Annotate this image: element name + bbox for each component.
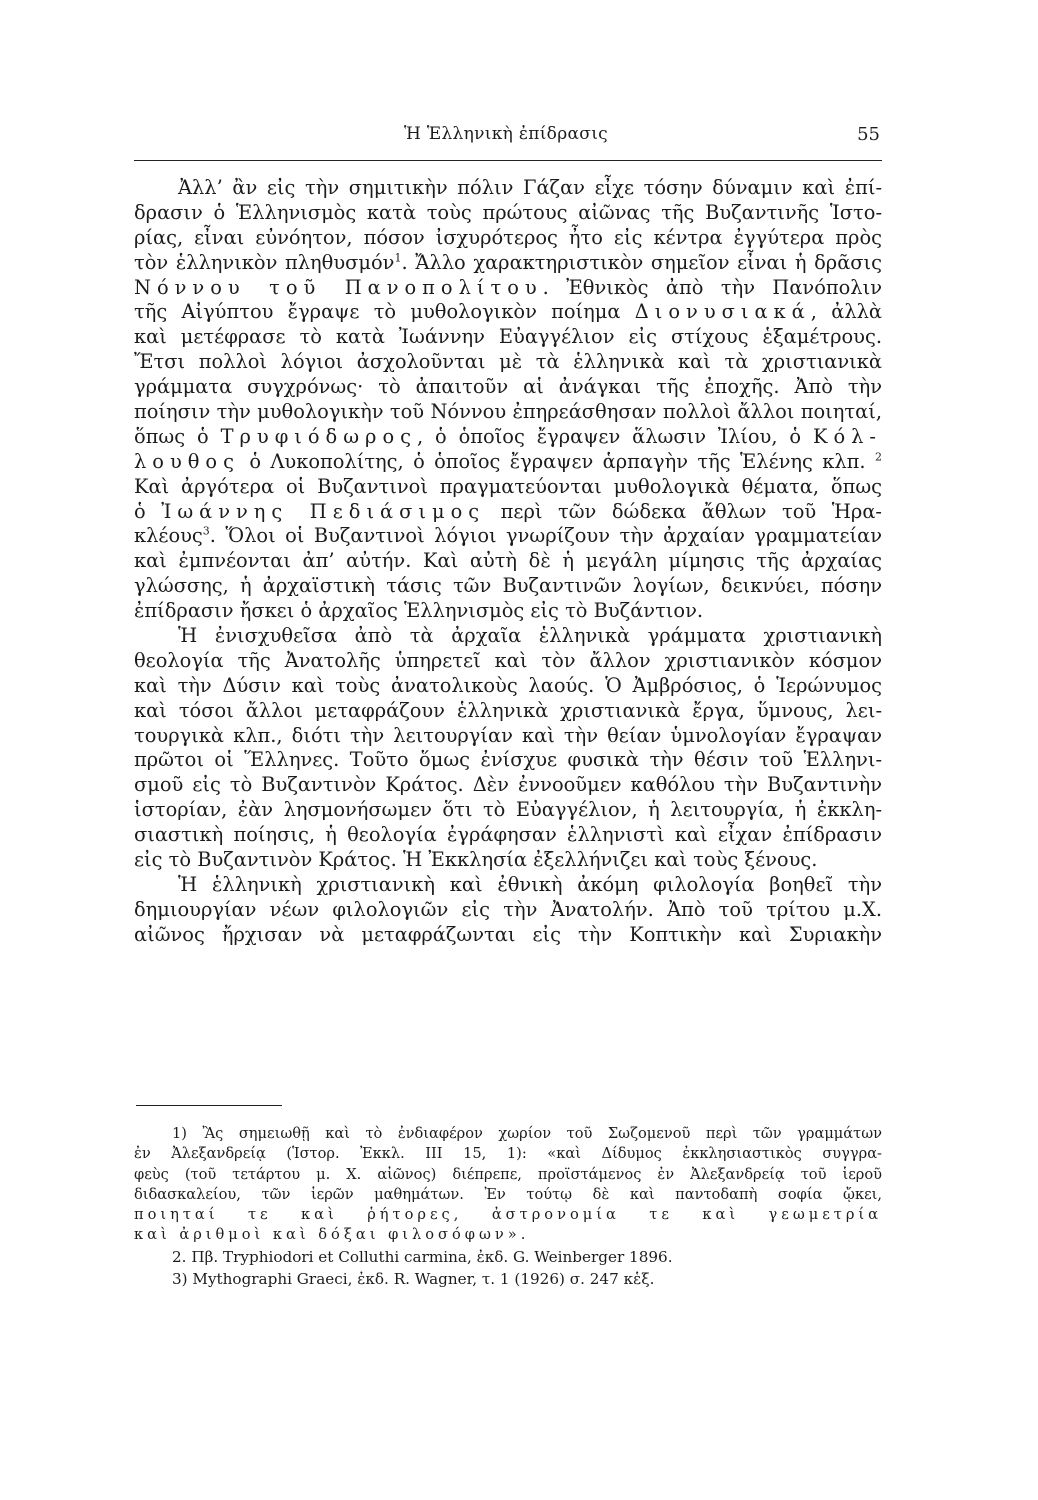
footnote-ref: 1 bbox=[394, 251, 402, 265]
text-line bbox=[134, 823, 882, 848]
spaced-name: λουθος bbox=[134, 449, 240, 473]
text-span: Ἀλλ’ ἂν εἰς τὴν σημιτικὴν πόλιν Γάζαν εἶχε τόσην δύναμιν καὶ ἐπί- bbox=[178, 176, 882, 199]
text-span: Ἡ ἑλληνικὴ χριστιανικὴ καὶ ἐθνικὴ ἀκόμη φιλολογία βοηθεῖ τὴν bbox=[178, 872, 882, 896]
text-line bbox=[134, 699, 882, 724]
footnote-3: 3) Mythographi Graeci, ἐκδ. R. Wagner, τ. 1 (1926) σ. 247 κἑξ. bbox=[172, 1269, 655, 1288]
text-line bbox=[134, 798, 882, 823]
footnote-line: φεὺς (τοῦ τετάρτου μ. Χ. αἰῶνος) διέπρεπε, προϊστάμενος ἐν Ἀλεξανδρείᾳ τοῦ ἱεροῦ bbox=[134, 1165, 882, 1183]
text-span: περὶ τῶν δώδεκα ἄθλων τοῦ Ἡρα- bbox=[500, 499, 882, 523]
text-span: ποίησιν τὴν μυθολογικὴν τοῦ Νόννου ἐπηρεάσθησαν πολλοὶ ἄλλοι ποιηταί, bbox=[134, 400, 882, 424]
text-span: καὶ ἐμπνέονται ἀπ’ αὐτήν. Καὶ αὐτὴ δὲ ἡ μεγάλη μίμησις τῆς ἀρχαίας bbox=[134, 549, 882, 573]
text-span: καὶ μετέφρασε τὸ κατὰ Ἰωάννην Εὐαγγέλιον εἰς στίχους ἑξαμέτρους. bbox=[134, 325, 882, 349]
page-number: 55 bbox=[857, 124, 880, 145]
text-span: ὁ bbox=[134, 499, 146, 523]
text-line bbox=[134, 300, 882, 325]
text-line bbox=[134, 276, 882, 301]
text-span: αἰῶνος ἤρχισαν νὰ μεταφράζωνται εἰς τὴν Κοπτικὴν καὶ Συριακὴν bbox=[134, 922, 882, 946]
text-span: σιαστικὴ ποίησις, ἡ θεολογία ἐγράφησαν ἑλληνιστὶ καὶ εἶχαν ἐπίδρασιν bbox=[134, 823, 882, 847]
footnote-line: ποιηταί τε καὶ ῥήτορες, ἀστρονομία τε καὶ γεωμετρία bbox=[134, 1206, 882, 1224]
text-span: , ἀλλὰ bbox=[810, 300, 882, 324]
text-line bbox=[134, 624, 882, 649]
text-line bbox=[134, 649, 882, 674]
text-span: γράμματα συγχρόνως· τὸ ἀπαιτοῦν αἱ ἀνάγκαι τῆς ἐποχῆς. Ἀπὸ τὴν bbox=[134, 375, 882, 399]
text-line bbox=[134, 748, 882, 773]
text-line bbox=[134, 923, 882, 948]
text-span: σμοῦ εἰς τὸ Βυζαντινὸν Κράτος. Δὲν ἐννοοῦμεν καθόλου τὴν Βυζαντινὴν bbox=[134, 773, 882, 797]
footnote-ref: 3 bbox=[202, 525, 210, 538]
text-span: δημιουργίαν νέων φιλολογιῶν εἰς τὴν Ἀνατολήν. Ἀπὸ τοῦ τρίτου μ.Χ. bbox=[134, 897, 882, 921]
text-line bbox=[134, 375, 882, 400]
text-line bbox=[134, 350, 882, 375]
text-line bbox=[134, 226, 882, 251]
header-rule bbox=[134, 160, 882, 161]
text-line bbox=[134, 724, 882, 749]
text-line bbox=[134, 848, 882, 873]
text-span: Ἡ ἐνισχυθεῖσα ἀπὸ τὰ ἀρχαῖα ἑλληνικὰ γράμματα χριστιανικὴ bbox=[178, 624, 882, 648]
text-line bbox=[134, 898, 882, 923]
text-line bbox=[134, 773, 882, 798]
text-span: τουργικὰ κλπ., διότι τὴν λειτουργίαν καὶ τὴν θείαν ὑμνολογίαν ἔγραψαν bbox=[134, 723, 882, 747]
text-span: δρασιν ὁ Ἑλληνισμὸς κατὰ τοὺς πρώτους αἰῶνας τῆς Βυζαντινῆς Ἱστο- bbox=[134, 200, 882, 224]
text-span: εἰς τὸ Βυζαντινὸν Κράτος. Ἡ Ἐκκλησία ἐξελλήνιζει καὶ τοὺς ξένους. bbox=[134, 848, 818, 872]
text-span: ὁ Λυκοπολίτης, ὁ ὁποῖος ἔγραψεν ἁρπαγὴν τῆς Ἑλένης κλπ. bbox=[249, 449, 866, 473]
text-line bbox=[134, 325, 882, 350]
footnote-rule bbox=[136, 1105, 282, 1106]
spaced-name: Κόλ- bbox=[812, 424, 882, 448]
text-line bbox=[134, 400, 882, 425]
footnote-line: 1) Ἂς σημειωθῇ καὶ τὸ ἐνδιαφέρον χωρίον τοῦ Σωζομενοῦ περὶ τῶν γραμμάτων bbox=[172, 1125, 882, 1142]
text-span: καὶ τόσοι ἄλλοι μεταφράζουν ἑλληνικὰ χριστιανικὰ ἔργα, ὕμνους, λει- bbox=[134, 698, 882, 722]
footnote-ref: 2 bbox=[874, 450, 882, 464]
running-head bbox=[132, 124, 880, 148]
text-span: γλώσσης, ἡ ἀρχαϊστικὴ τάσις τῶν Βυζαντινῶν λογίων, δεικνύει, πόσην bbox=[134, 574, 882, 598]
text-line bbox=[134, 176, 882, 201]
body-text bbox=[134, 176, 882, 948]
text-line bbox=[134, 574, 882, 599]
text-line bbox=[134, 599, 882, 624]
footnote-line: ἐν Ἀλεξανδρείᾳ (Ἱστορ. Ἐκκλ. III 15, 1): «καὶ Δίδυμος ἐκκλησιαστικὸς συγγρα- bbox=[134, 1145, 882, 1163]
text-span: τῆς Αἰγύπτου ἔγραψε τὸ μυθολογικὸν ποίημα bbox=[134, 300, 621, 324]
running-title: Ἡ Ἑλληνικὴ ἐπίδρασις bbox=[404, 124, 608, 144]
text-line bbox=[134, 549, 882, 574]
spaced-name: Νόννου τοῦ Πανοπολίτου bbox=[134, 275, 543, 299]
text-span: καὶ τὴν Δύσιν καὶ τοὺς ἀνατολικοὺς λαούς. Ὁ Ἀμβρόσιος, ὁ Ἱερώνυμος bbox=[134, 673, 882, 697]
text-span: ἐπίδρασιν ἤσκει ὁ ἀρχαῖος Ἑλληνισμὸς εἰς τὸ Βυζάντιον. bbox=[134, 599, 704, 623]
text-span: τὸν ἑλληνικὸν πληθυσμόν bbox=[134, 250, 395, 274]
footnote-line: καὶ ἀριθμοὶ καὶ δόξαι φιλοσόφων». bbox=[134, 1226, 530, 1244]
text-span: . Ἄλλο χαρακτηριστικὸν σημεῖον εἶναι ἡ δρᾶσις bbox=[401, 250, 882, 274]
footnotes bbox=[134, 1124, 882, 1290]
spaced-name: Τρυφιόδωρος bbox=[220, 424, 417, 448]
text-line bbox=[134, 873, 882, 898]
footnote-2: 2. Πβ. Tryphiodori et Colluthi carmina, ἐκδ. G. Weinberger 1896. bbox=[172, 1247, 673, 1266]
text-span: Ἔτσι πολλοὶ λόγιοι ἀσχολοῦνται μὲ τὰ ἑλληνικὰ καὶ τὰ χριστιανικὰ bbox=[134, 350, 882, 374]
spaced-name: Ἰωάννης Πεδιάσιμος bbox=[161, 499, 486, 523]
text-span: θεολογία τῆς Ἀνατολῆς ὑπηρετεῖ καὶ τὸν ἄλλον χριστιανικὸν κόσμον bbox=[134, 648, 882, 672]
text-line bbox=[134, 251, 882, 276]
text-line bbox=[134, 201, 882, 226]
text-span: ἱστορίαν, ἐὰν λησμονήσωμεν ὅτι τὸ Εὐαγγέλιον, ἡ λειτουργία, ἡ ἐκκλη- bbox=[134, 798, 882, 822]
text-span: . Ἐθνικὸς ἀπὸ τὴν Πανόπολιν bbox=[542, 275, 882, 299]
text-line bbox=[134, 425, 882, 450]
text-span: . Ὅλοι οἱ Βυζαντινοὶ λόγιοι γνωρίζουν τὴν ἀρχαίαν γραμματείαν bbox=[209, 524, 882, 548]
text-span: Καὶ ἀργότερα οἱ Βυζαντινοὶ πραγματεύονται μυθολογικὰ θέματα, ὅπως bbox=[134, 474, 882, 498]
text-span: κλέους bbox=[134, 524, 203, 548]
text-span: , ὁ ὁποῖος ἔγραψεν ἅλωσιν Ἰλίου, ὁ bbox=[416, 424, 802, 448]
text-line bbox=[134, 524, 882, 549]
text-line bbox=[134, 674, 882, 699]
text-span: ὅπως ὁ bbox=[134, 424, 209, 448]
spaced-title: Διονυσιακά bbox=[634, 300, 811, 324]
text-line bbox=[134, 500, 882, 525]
text-line bbox=[134, 450, 882, 475]
text-span: πρῶτοι οἱ Ἕλληνες. Τοῦτο ὅμως ἐνίσχυε φυσικὰ τὴν θέσιν τοῦ Ἑλληνι- bbox=[134, 748, 882, 772]
footnote-line: διδασκαλείου, τῶν ἱερῶν μαθημάτων. Ἐν τούτῳ δὲ καὶ παντοδαπὴ σοφία ᾤκει, bbox=[134, 1185, 882, 1203]
text-line bbox=[134, 475, 882, 500]
text-span: ρίας, εἶναι εὐνόητον, πόσον ἰσχυρότερος ἦτο εἰς κέντρα ἐγγύτερα πρὸς bbox=[134, 225, 882, 249]
